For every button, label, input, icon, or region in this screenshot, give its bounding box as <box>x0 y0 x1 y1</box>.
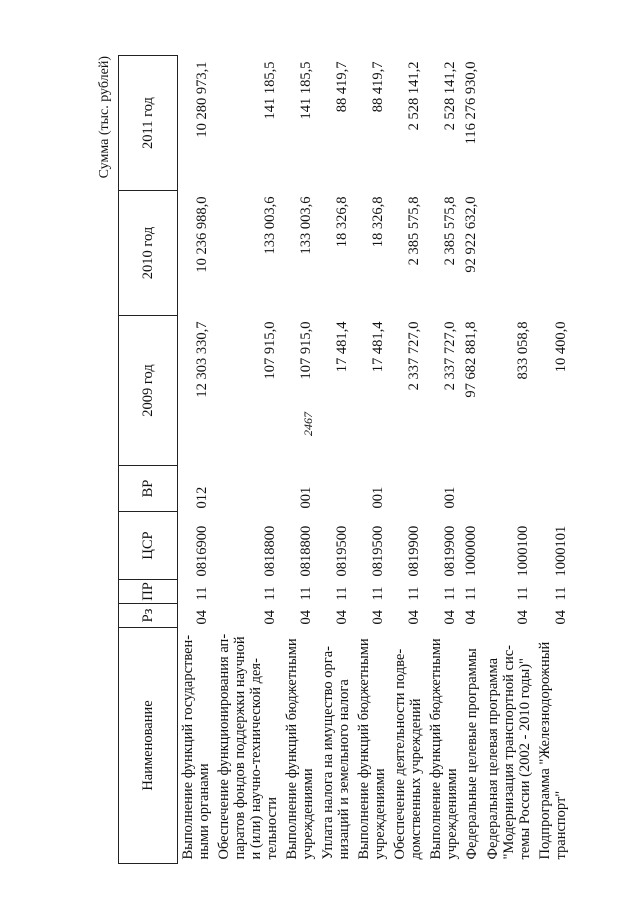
cell-vr <box>462 466 483 512</box>
cell-name: Выполнение функций бюджетными учреждениями <box>356 638 388 860</box>
cell-rz: 04 <box>442 610 458 625</box>
table-row <box>535 56 571 864</box>
cell-2011: 88 419,7 <box>370 61 386 113</box>
budget-table <box>118 55 571 864</box>
cell-name: Выполнение функций бюджетными учреждениями <box>428 638 460 860</box>
table-header-row <box>119 56 178 864</box>
cell-vr: 001 <box>442 486 458 509</box>
cell-2009: 107 915,0 <box>262 321 278 380</box>
cell-pr: 11 <box>442 586 458 601</box>
cell-pr: 11 <box>553 586 569 601</box>
cell-2010 <box>483 191 535 316</box>
cell-csr: 0818800 <box>298 525 314 577</box>
cell-rz: 04 <box>262 610 278 625</box>
table-row <box>462 56 483 864</box>
cell-csr: 0819900 <box>406 525 422 577</box>
cell-2009: 2 337 727,0 <box>406 321 422 391</box>
cell-pr: 11 <box>334 586 350 601</box>
cell-2011: 141 185,5 <box>298 61 314 120</box>
table-row <box>178 56 215 864</box>
cell-name: Подпрограмма "Железнодорожный транспорт" <box>537 641 569 860</box>
cell-name: Обеспечение деятельности подве-домственных учреждений <box>392 648 424 860</box>
cell-pr: 11 <box>262 586 278 601</box>
cell-name: Уплата налога на имущество орга-низаций и земельного налога <box>320 645 352 860</box>
cell-pr: 11 <box>463 586 479 601</box>
cell-2010 <box>535 191 571 316</box>
cell-2010: 92 922 632,0 <box>463 196 479 273</box>
cell-vr: 012 <box>194 486 210 509</box>
cell-rz: 04 <box>298 610 314 625</box>
page-number: 2467 <box>300 412 315 436</box>
cell-2011: 141 185,5 <box>262 61 278 120</box>
cell-2010: 10 236 988,0 <box>194 196 210 273</box>
cell-rz: 04 <box>515 610 531 625</box>
cell-rz: 04 <box>406 610 422 625</box>
cell-vr <box>318 466 354 512</box>
cell-vr <box>390 466 426 512</box>
cell-2010: 2 385 575,8 <box>442 196 458 266</box>
cell-2011: 10 280 973,1 <box>194 61 210 138</box>
table-row <box>390 56 426 864</box>
cell-2011 <box>535 56 571 191</box>
cell-pr: 11 <box>370 586 386 601</box>
cell-name: Федеральная целевая программа "Модернизация транспортной сис-темы России (2002 - 2010 годы)" <box>485 645 533 860</box>
cell-2011: 2 528 141,2 <box>406 61 422 131</box>
table-row <box>354 56 390 864</box>
header-name: Наименование <box>119 628 178 864</box>
cell-2011 <box>483 56 535 191</box>
cell-2010: 18 326,8 <box>370 196 386 248</box>
cell-2011: 88 419,7 <box>334 61 350 113</box>
table-row <box>318 56 354 864</box>
header-2010: 2010 год <box>119 191 178 316</box>
header-rz: Рз <box>119 604 178 628</box>
cell-vr <box>483 466 535 512</box>
cell-2009: 10 400,0 <box>553 321 569 373</box>
cell-rz: 04 <box>370 610 386 625</box>
cell-2009: 12 303 330,7 <box>194 321 210 398</box>
cell-csr: 0819900 <box>442 525 458 577</box>
cell-name: Обеспечение функционирования ап-паратов фондов поддержки научной и (или) научно-технической дея-тельности <box>216 633 280 860</box>
header-vr: ВР <box>119 466 178 512</box>
cell-vr <box>214 466 282 512</box>
table-row <box>426 56 462 864</box>
header-csr: ЦСР <box>119 512 178 580</box>
cell-csr: 1000101 <box>553 525 569 577</box>
header-2011: 2011 год <box>119 56 178 191</box>
cell-2009: 107 915,0 <box>298 321 314 380</box>
cell-2009: 2 337 727,0 <box>442 321 458 391</box>
header-pr: ПР <box>119 580 178 604</box>
cell-csr: 0816900 <box>194 525 210 577</box>
table-row <box>282 56 318 864</box>
cell-2010: 133 003,6 <box>298 196 314 255</box>
table-row <box>483 56 535 864</box>
cell-name: Выполнение функций государствен-ными органами <box>180 634 212 860</box>
cell-rz: 04 <box>463 610 479 625</box>
cell-csr: 1000000 <box>463 525 479 577</box>
table-row <box>214 56 282 864</box>
cell-csr: 0818800 <box>262 525 278 577</box>
cell-2011: 116 276 930,0 <box>463 61 479 145</box>
cell-2010: 133 003,6 <box>262 196 278 255</box>
cell-rz: 04 <box>334 610 350 625</box>
units-label: Сумма (тыс. рублей) <box>97 56 112 179</box>
cell-vr: 001 <box>370 486 386 509</box>
cell-2009: 17 481,4 <box>334 321 350 373</box>
cell-2009: 17 481,4 <box>370 321 386 373</box>
cell-name: Выполнение функций бюджетными учреждениями <box>284 638 316 860</box>
cell-rz: 04 <box>194 610 210 625</box>
cell-pr: 11 <box>298 586 314 601</box>
cell-pr: 11 <box>194 586 210 601</box>
cell-csr: 1000100 <box>515 525 531 577</box>
cell-vr: 001 <box>298 486 314 509</box>
cell-csr: 0819500 <box>370 525 386 577</box>
cell-name: Федеральные целевые программы <box>464 648 480 860</box>
cell-2010: 2 385 575,8 <box>406 196 422 266</box>
cell-rz: 04 <box>553 610 569 625</box>
cell-vr <box>535 466 571 512</box>
table-body <box>178 56 572 864</box>
cell-csr: 0819500 <box>334 525 350 577</box>
cell-2009: 97 682 881,8 <box>463 321 479 398</box>
cell-2010: 18 326,8 <box>334 196 350 248</box>
cell-2011: 2 528 141,2 <box>442 61 458 131</box>
rotated-page-content <box>96 56 596 864</box>
cell-2009: 833 058,8 <box>515 321 531 380</box>
cell-pr: 11 <box>515 586 531 601</box>
header-2009: 2009 год <box>119 316 178 466</box>
cell-pr: 11 <box>406 586 422 601</box>
